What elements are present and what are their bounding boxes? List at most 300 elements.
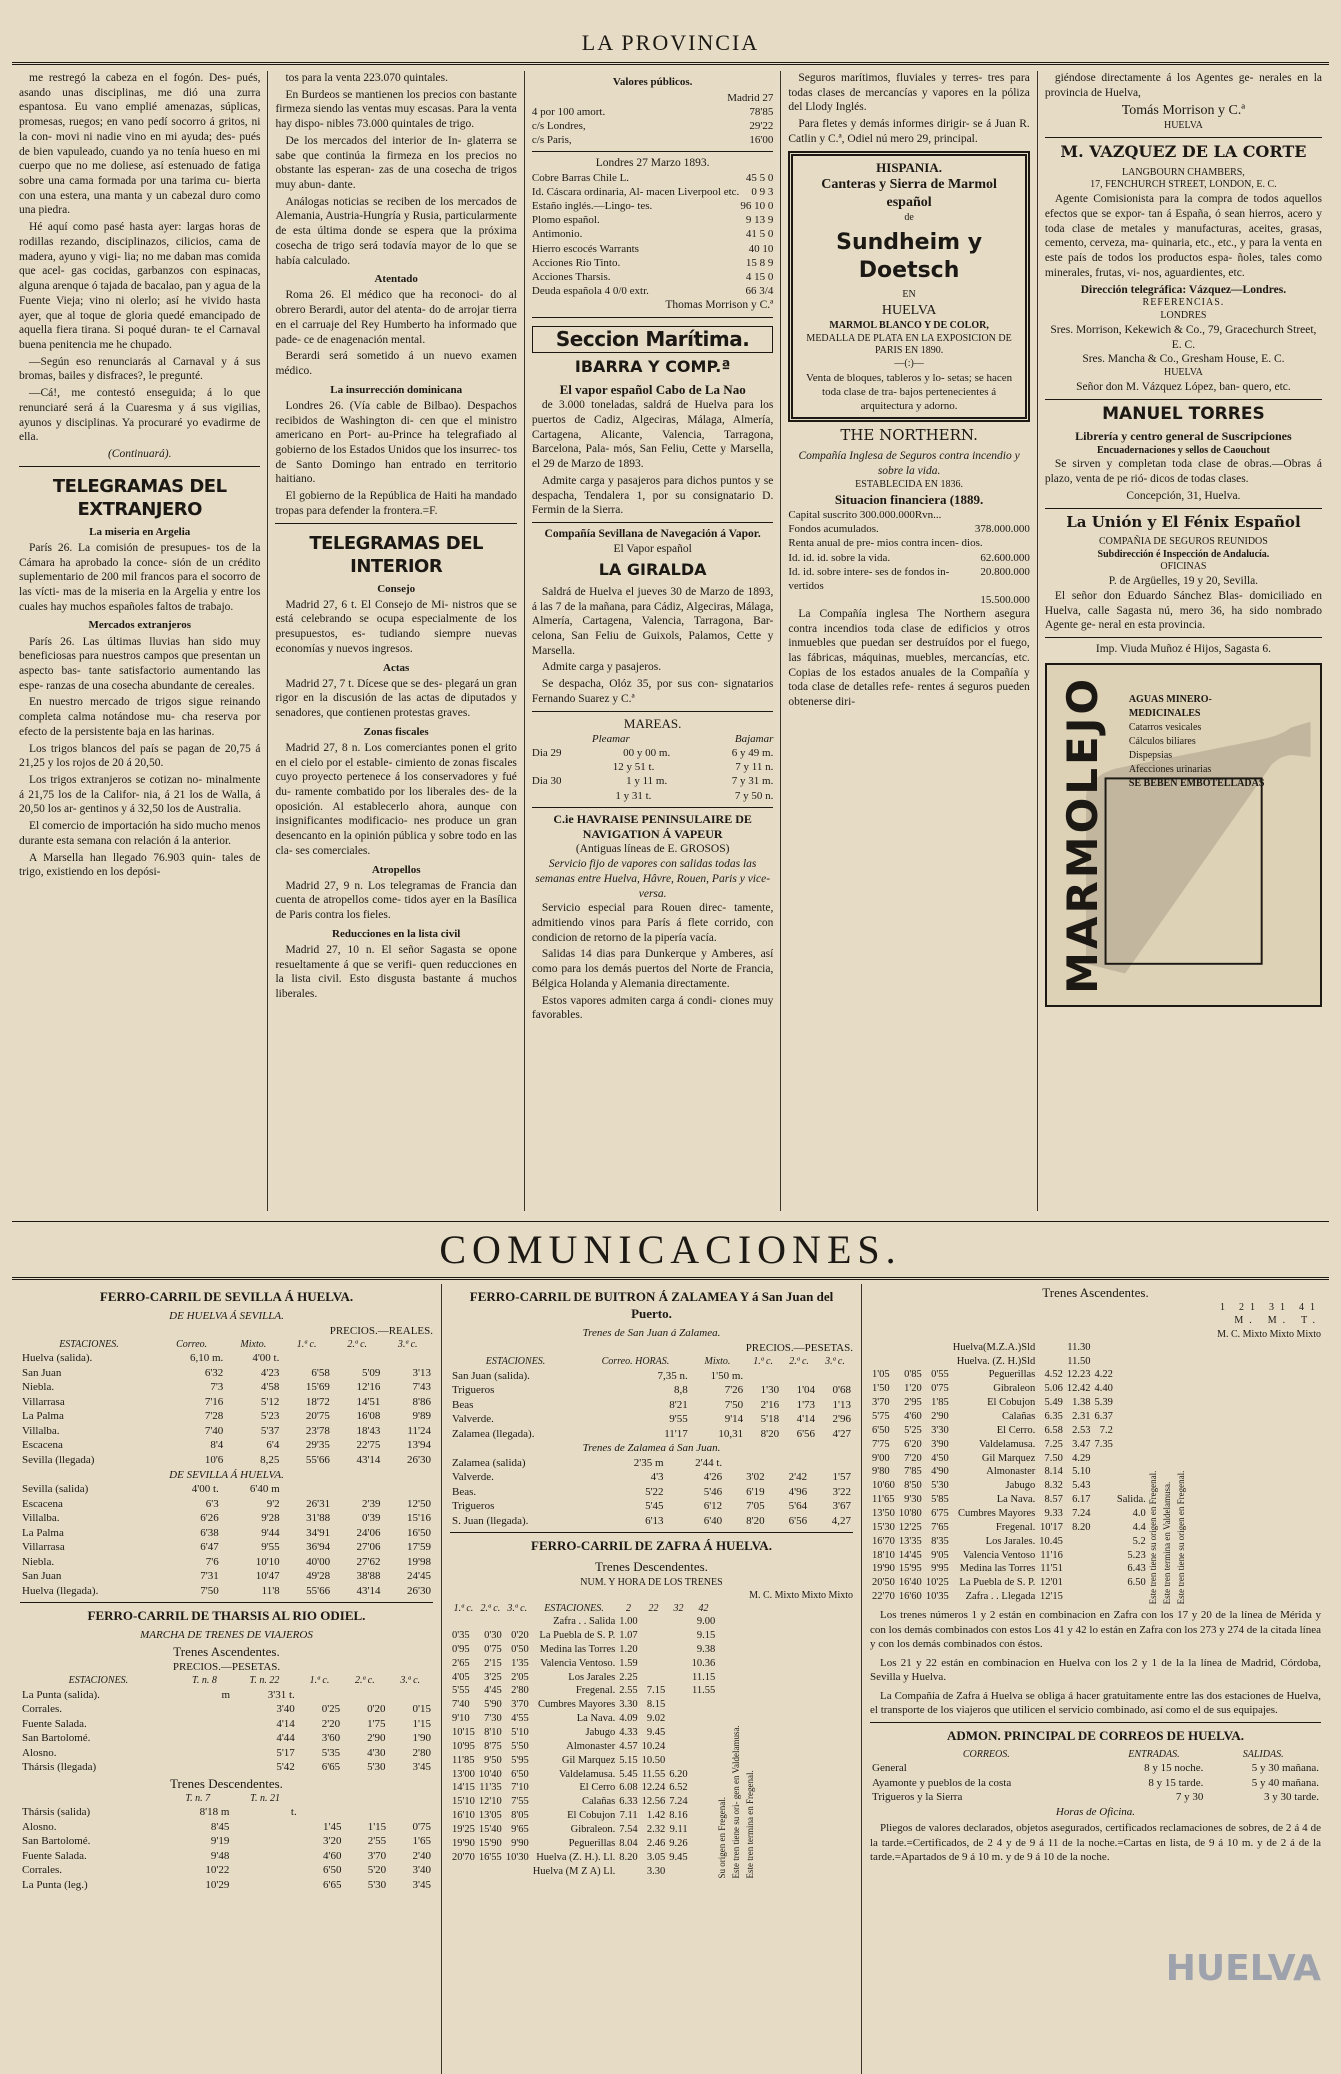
divider <box>532 151 773 152</box>
table-cell: 5'46 <box>703 1485 723 1498</box>
table-cell <box>1093 1590 1115 1604</box>
table-cell: 9.00 <box>696 1616 716 1628</box>
table-row <box>870 1521 1148 1535</box>
table-header-cell <box>388 1792 433 1805</box>
table-cell: 9.26 <box>669 1837 688 1849</box>
table-row <box>532 760 773 774</box>
table-cell <box>690 1712 718 1726</box>
table-cell: 1 y 11 m. <box>626 775 668 788</box>
table-cell: 9'89 <box>412 1410 431 1423</box>
table-cell: 8'35 <box>931 1535 949 1547</box>
table-cell: 8'45 <box>210 1820 230 1833</box>
table-cell: 6'19 <box>746 1485 765 1498</box>
table-cell: 6'47 <box>200 1541 219 1554</box>
table-cell: 4.0 <box>1132 1508 1146 1520</box>
table-cell: Villalba. <box>22 1424 60 1437</box>
table-row <box>870 1576 1148 1590</box>
fc-asc-kinds: M. C. Mixto Mixto Mixto <box>1217 1328 1321 1340</box>
table-cell: 4.40 <box>1094 1383 1113 1395</box>
table-cell: 10'95 <box>452 1740 475 1752</box>
table-cell: 11'24 <box>407 1424 431 1437</box>
fc-sevilla-table-2 <box>20 1482 433 1598</box>
marmolejo-sub: AGUAS MINERO-MEDICINALES <box>1128 693 1212 719</box>
table-cell: 9'30 <box>904 1494 922 1506</box>
table-cell: 20.800.000 <box>980 565 1030 578</box>
union-text: El señor don Eduardo Sánchez Blas- domiciliado en Huelva, calle Sagasta nú, mero 36, ha sido nombrado Agente ge- neral en esta provincia. <box>1044 589 1323 632</box>
table-cell <box>177 1731 232 1746</box>
table-cell: 15'90 <box>478 1837 502 1849</box>
northern-sit: Situacion financiera (1889. <box>834 491 984 507</box>
table-cell: 10'29 <box>205 1878 230 1891</box>
table-cell: 6'26 <box>200 1512 219 1525</box>
table-cell: 9'48 <box>210 1849 230 1862</box>
table-cell: 0'30 <box>484 1629 502 1641</box>
table-cell: 1.00 <box>619 1616 638 1628</box>
table-cell: 16'00 <box>749 134 774 147</box>
table-row <box>870 1341 1148 1355</box>
fc-buitron-precios: PRECIOS.—PESETAS. <box>745 1341 853 1354</box>
table-cell: 5.49 <box>1044 1397 1063 1409</box>
table-cell: 27'06 <box>356 1541 381 1554</box>
table-cell <box>1115 1479 1148 1493</box>
table-cell <box>1093 1535 1115 1549</box>
table-row <box>870 1452 1148 1466</box>
table-row <box>788 508 1029 522</box>
table-cell: 1'50 <box>872 1383 890 1395</box>
table-cell: 7.24 <box>1072 1508 1091 1520</box>
table-cell: 5'23 <box>260 1410 280 1423</box>
divider <box>870 1722 1321 1723</box>
table-cell: 12'50 <box>407 1497 431 1510</box>
table-cell: Medina las Torres <box>959 1563 1036 1575</box>
table-cell: 5.23 <box>1127 1549 1146 1561</box>
fc-sevilla-title: FERRO-CARRIL DE SEVILLA Á HUELVA. <box>99 1289 354 1304</box>
vazquez-text: Agente Comisionista para la compra de todos aquellos efectos que se expor- tan á España, ó sean hierros, acero y toda clase de metales y manufacturas, aceites, grasas, cemento, cerveza, ma- quinaria, etc., etc., y para la venta en este país de todos los productos espa- ñoles, tales como minerales, frutas, vi- nos, aguardientes, etc. <box>1044 193 1323 279</box>
table-cell: Jabugo <box>1005 1480 1036 1492</box>
side-note: Este tren tiene su ori- gen en Valdelamusa. <box>731 1725 742 1879</box>
side-note: Este tren termina en Valdelamusa. <box>1161 1481 1172 1605</box>
giralda-text: Saldrá de Huelva el jueves 30 de Marzo de 1893, á las 7 de la mañana, para Cádiz, Algeciras, Málaga, Almería, Cartagena, Valencia, Tarragona, Bar- celona, San Feliu de Guixols, Palamos, Cette y Marsella. <box>531 585 774 657</box>
table-header-cell <box>299 1792 344 1805</box>
table-cell: Madrid 27 <box>727 92 774 105</box>
table-cell: 9.38 <box>696 1643 716 1655</box>
ref-item: Sres. Morrison, Kekewich & Co., 79, Gracechurch Street, E. C. <box>1050 323 1317 351</box>
table-cell <box>690 1740 718 1754</box>
table-cell <box>667 1671 689 1685</box>
table-cell: 7 y 30 <box>1175 1791 1204 1804</box>
table-cell <box>231 1834 298 1849</box>
table-row <box>870 1493 1148 1507</box>
table-cell: Huelva (M Z A) Ll. <box>532 1865 616 1877</box>
table-row <box>450 1470 853 1485</box>
table-row <box>532 105 773 119</box>
table-cell: 7'40 <box>452 1699 470 1711</box>
table-cell: 8 y 15 tarde. <box>1148 1776 1204 1789</box>
table-header-cell: 2 <box>625 1602 631 1614</box>
table-cell: 1'50 m. <box>710 1369 744 1382</box>
havraise-text: Salidas 14 dias para Dunkerque y Amberes, así como para los demás puertos del Norte de Francia, Bélgica Holanda y Alemania directamente. <box>531 948 774 990</box>
table-cell: Huelva (Z. H.). Ll. <box>536 1851 616 1863</box>
table-cell <box>667 1726 689 1740</box>
news-heading: Atropellos <box>371 863 421 876</box>
table-cell: 7'55 <box>511 1796 529 1808</box>
table-cell: 10'17 <box>1039 1521 1063 1533</box>
marmolejo-line: Catarros vesicales <box>1128 721 1202 733</box>
table-row <box>450 1698 717 1712</box>
table-cell: 6'32 <box>204 1366 224 1379</box>
table-cell: Zafra . . Llegada <box>965 1591 1036 1603</box>
table-cell <box>332 1351 383 1366</box>
table-cell: 1'35 <box>511 1657 529 1669</box>
table-row <box>20 1702 433 1717</box>
table-cell: 4'14 <box>276 1717 295 1730</box>
table-header-cell: ESTACIONES. <box>485 1356 546 1368</box>
fc-zafra-desc: Trenes Descendentes. <box>595 1559 708 1575</box>
table-cell: 12.56 <box>641 1796 666 1808</box>
table-cell <box>690 1781 718 1795</box>
table-cell: 6'50 <box>322 1864 342 1877</box>
table-row <box>870 1396 1148 1410</box>
news-paragraph: Madrid 27, 10 n. El señor Sagasta se opone resueltamente á que se verifi- quen reducciones en la lista civil. Esto disgusta bastante á muchos liberales. <box>275 943 517 1001</box>
table-row <box>532 119 773 133</box>
table-cell: 1'75 <box>367 1717 386 1730</box>
table-cell: Antimonio. <box>531 228 583 241</box>
table-cell: 40'00 <box>306 1555 331 1568</box>
news-paragraph: De los mercados del interior de In- glaterra se sabe que continúa la firmeza en los precios no obstante las esperan- zas de una cosecha de trigos muy abun- dante. <box>275 134 517 192</box>
table-cell: 6,10 m. <box>190 1352 224 1365</box>
table-cell: 0'20 <box>511 1629 529 1641</box>
table-cell: 7.54 <box>619 1823 638 1835</box>
table-row <box>20 1717 433 1732</box>
table-cell <box>640 1629 668 1643</box>
table-cell <box>690 1795 718 1809</box>
northern-title: THE NORTHERN. <box>840 426 978 445</box>
table-cell: 0'35 <box>452 1629 470 1641</box>
library-stamp: HUELVA <box>1165 1948 1321 1989</box>
table-cell <box>1093 1507 1115 1521</box>
table-cell: 2'35 m <box>633 1456 664 1469</box>
fc-note: Los trenes números 1 y 2 están en combinacion en Zafra con los 17 y 20 de la línea de Mérida y con los demás combinados con estos Los 41 y 42 lo están en Zafra con los 273 y 274 de la citada línea y con los demás combinados con éstos. <box>870 1609 1321 1651</box>
table-cell <box>640 1615 668 1629</box>
ref-item: Señor don M. Vázquez López, ban- quero, etc. <box>1076 380 1291 393</box>
table-cell: 1'45 <box>322 1820 342 1833</box>
fc-tharsis-table-2 <box>20 1792 433 1892</box>
table-cell: 15'10 <box>452 1796 475 1808</box>
table-cell: La Palma <box>22 1526 64 1539</box>
table-cell: 1'85 <box>931 1397 949 1409</box>
table-cell: 1.38 <box>1072 1397 1091 1409</box>
table-cell: 15'40 <box>478 1823 502 1835</box>
story-paragraph: Hé aquí como pasé hasta ayer: largas horas de rodillas rezando, disciplinazos, cilicios, cama de madera, ayuno y vigi- lia; no me daban mas comida que acel- gas cocidas, garbanzos con espinacas, alguna arenque ó tajada de bacalao, pan y agua de la Fuente Vieja; vino ni olerlo; así he vivido hasta ayer, que al toque de gloria quedé emancipado de aquella fiera tirana. Si poqué duran- te el Carnaval buena penitencia me he chupado. <box>19 221 261 351</box>
table-cell: Escacena <box>22 1439 63 1452</box>
table-row <box>450 1499 853 1514</box>
table-cell: 6'3 <box>205 1497 219 1510</box>
table-cell: 31'88 <box>306 1512 331 1525</box>
table-row <box>20 1688 433 1703</box>
table-cell: Zalamea (salida) <box>452 1456 526 1469</box>
table-cell: 14'45 <box>898 1549 922 1561</box>
table-cell: 5'85 <box>931 1494 949 1506</box>
havraise-italic: Servicio fijo de vapores con salidas todas las semanas entre Huelva, Hâvre, Rouen, Paris y vice-versa. <box>535 858 771 900</box>
table-cell <box>477 1615 504 1629</box>
table-cell: 7'85 <box>904 1466 922 1478</box>
table-cell: 8'50 <box>904 1480 922 1492</box>
table-cell: Deuda española 4 0/0 extr. <box>531 284 649 297</box>
table-row <box>450 1740 717 1754</box>
huelva-label: HUELVA <box>1163 120 1203 132</box>
table-cell: Villalba. <box>22 1512 60 1525</box>
table-cell: 10'47 <box>255 1570 280 1583</box>
fc-sevilla-dir: DE HUELVA Á SEVILLA. <box>169 1310 284 1323</box>
table-cell: 1 y 31 t. <box>615 789 652 802</box>
table-header-cell: T. n. 21 <box>250 1792 280 1804</box>
fc-zafra-subhead: NUM. Y HORA DE LOS TRENES <box>580 1576 723 1588</box>
news-heading: Actas <box>383 661 410 674</box>
table-row <box>20 1569 433 1584</box>
table-cell <box>299 1805 344 1820</box>
fc-note: Los 21 y 22 están en combinacion en Huelva con los 2 y 1 de la la línea de Madrid, Córdoba, Sevilla y Huelva. <box>870 1656 1321 1684</box>
mareas-table <box>532 746 773 802</box>
table-header-cell: 2.ª c. <box>480 1602 501 1614</box>
divider <box>1045 137 1322 138</box>
table-cell: 5'30 <box>931 1480 949 1492</box>
table-cell: 5'45 <box>645 1500 664 1513</box>
column-4 <box>781 71 1037 1211</box>
comunicaciones-title: COMUNICACIONES. <box>12 1221 1329 1280</box>
table-row <box>450 1684 717 1698</box>
table-cell: 5'10 <box>511 1726 529 1738</box>
table-cell: 6'40 <box>703 1514 723 1527</box>
table-cell: 9'2 <box>266 1497 280 1510</box>
table-cell: Valdelamusa. <box>978 1438 1036 1450</box>
table-cell: Fregenal. <box>995 1521 1036 1533</box>
table-cell: 7'20 <box>904 1452 922 1464</box>
table-cell: 5 y 40 mañana. <box>1251 1776 1319 1789</box>
story-paragraph: —Cá!, me contestó enseguida; á lo que renunciaré será á la Cuaresma y á sus vigilias, ayunos y disciplinas. Ya procuraré yo evadirme de ella. <box>19 387 261 444</box>
story-signature: (Continuará). <box>107 447 172 460</box>
table-header-cell: 42 <box>698 1602 709 1614</box>
brand-wrap <box>1053 675 1113 995</box>
table-row <box>450 1629 717 1643</box>
table-cell: 7,35 n. <box>657 1369 688 1382</box>
table-header-cell: 2.ª c. <box>355 1675 375 1687</box>
table-cell: 00 y 00 m. <box>623 747 671 760</box>
table-row <box>450 1383 853 1398</box>
table-cell: 1'65 <box>412 1835 431 1848</box>
table-cell: Valdelamusa. <box>558 1768 616 1780</box>
table-cell: 55'66 <box>305 1453 330 1466</box>
table-row <box>532 199 773 213</box>
correos-title: ADMON. PRINCIPAL DE CORREOS DE HUELVA. <box>947 1727 1244 1743</box>
table-cell: 7'75 <box>872 1438 890 1450</box>
table-cell <box>343 1805 388 1820</box>
divider <box>532 711 773 712</box>
table-row <box>450 1865 717 1879</box>
torres-sub2: Encuadernaciones y sellos de Caouchout <box>1097 444 1270 456</box>
table-cell: Almonaster <box>986 1466 1036 1478</box>
table-cell: 2'16 <box>760 1398 780 1411</box>
table-cell: 6.43 <box>1127 1563 1146 1575</box>
table-cell: 7'28 <box>204 1410 224 1423</box>
table-cell: Valencia Ventoso <box>962 1549 1036 1561</box>
table-cell <box>1115 1452 1148 1466</box>
table-header-cell: 3.ª c. <box>397 1339 418 1351</box>
table-cell: 10'60 <box>872 1480 895 1492</box>
table-cell <box>1115 1465 1148 1479</box>
table-cell: 8.57 <box>1044 1494 1063 1506</box>
table-cell: 6.33 <box>619 1796 638 1808</box>
table-cell: 16'70 <box>872 1535 895 1547</box>
table-cell: 9'05 <box>931 1549 949 1561</box>
table-cell: 3'45 <box>412 1761 431 1774</box>
table-row <box>532 91 773 105</box>
marmolejo-brand: MARMOLEJO <box>1057 675 1107 994</box>
table-header-cell: 32 <box>673 1602 684 1614</box>
table-cell <box>231 1849 298 1864</box>
table-cell: 3'13 <box>412 1366 431 1379</box>
table-row <box>450 1837 717 1851</box>
table-cell: 20'70 <box>452 1851 475 1863</box>
table-row <box>870 1562 1148 1576</box>
table-cell: Cumbres Mayores <box>537 1699 616 1711</box>
table-cell: 11'51 <box>1040 1563 1063 1575</box>
table-cell: 29'22 <box>749 120 774 133</box>
table-cell: 6'56 <box>796 1427 816 1440</box>
table-cell: 6'56 <box>788 1514 808 1527</box>
table-cell: 15'69 <box>305 1381 330 1394</box>
table-row <box>20 1482 433 1497</box>
table-row <box>450 1795 717 1809</box>
table-row <box>870 1590 1148 1604</box>
fc-asc-table <box>870 1341 1148 1604</box>
table-row <box>450 1712 717 1726</box>
table-cell <box>1037 1341 1065 1355</box>
table-cell: 5'95 <box>511 1754 529 1766</box>
table-cell: 9.33 <box>1044 1508 1063 1520</box>
table-row <box>450 1427 853 1442</box>
table-cell: 8.32 <box>1044 1480 1063 1492</box>
news-paragraph: Madrid 27, 9 n. Los telegramas de Francia dan cuenta de atropellos come- tidos ayer en la Basílica de Paris contra los fieles. <box>275 879 517 922</box>
table-cell <box>667 1643 689 1657</box>
table-cell: 3'67 <box>832 1500 851 1513</box>
divider <box>1045 399 1322 400</box>
table-cell: 0'75 <box>931 1383 949 1395</box>
news-paragraph: El comercio de importación ha sido mucho menos durante esta semana con relación á la anterior. <box>19 820 261 847</box>
hispania-text: Venta de bloques, tableros y lo- setas; se hacen toda clase de tra- bajos pertenecientes á arquitectura y adorno. <box>805 372 1013 413</box>
table-cell <box>690 1851 718 1865</box>
table-cell: 18'72 <box>305 1395 330 1408</box>
table-row <box>450 1456 853 1471</box>
news-paragraph: En Burdeos se mantienen los precios con bastante firmeza siendo las ventas muy escasas. Para la venta hay dispo- nibles 73.000 quintales de trigo. <box>275 88 517 131</box>
table-cell: 2'65 <box>452 1657 470 1669</box>
table-cell: Los Jarales. <box>985 1535 1036 1547</box>
divider <box>1045 637 1322 638</box>
fc-tharsis-asc: Trenes Ascendentes. <box>173 1643 280 1659</box>
table-cell: 11'8 <box>261 1584 280 1597</box>
table-cell: 5'55 <box>452 1685 470 1697</box>
table-cell: 14'51 <box>356 1395 381 1408</box>
table-cell: 26'30 <box>407 1584 431 1597</box>
table-cell <box>690 1823 718 1837</box>
table-cell: 12.23 <box>1066 1369 1091 1381</box>
table-cell: 0'85 <box>904 1369 922 1381</box>
table-cell: La Nava. <box>996 1494 1036 1506</box>
ibarra-text: Admite carga y pasajeros para dichos puntos y se despacha, Tendalera 1, por su consignatario D. Fermin de la Sierra. <box>531 474 774 517</box>
table-cell: 9'19 <box>210 1835 230 1848</box>
table-header-cell: T. n. 8 <box>192 1675 217 1687</box>
table-cell: Trigueros <box>452 1500 495 1513</box>
hispania-line: HUELVA <box>881 302 937 318</box>
table-row <box>532 185 773 199</box>
table-cell: 0'55 <box>931 1369 949 1381</box>
table-cell: 5'30 <box>367 1761 386 1774</box>
table-cell: 40 10 <box>748 242 774 255</box>
table-cell: 5.2 <box>1132 1535 1146 1547</box>
table-cell: 5'37 <box>260 1424 280 1437</box>
table-cell: 9'28 <box>261 1512 280 1525</box>
table-cell: 8.14 <box>1044 1466 1063 1478</box>
table-cell: San Juan <box>22 1570 62 1583</box>
table-cell: 24'45 <box>407 1570 431 1583</box>
table-cell: 6'38 <box>200 1526 219 1539</box>
table-row <box>450 1643 717 1657</box>
table-header-cell: T. n. 22 <box>249 1675 280 1687</box>
table-cell: 6'12 <box>703 1500 723 1513</box>
table-cell: 6.08 <box>619 1782 638 1794</box>
time-unit: T. <box>1301 1315 1321 1327</box>
londres-title: Londres 27 Marzo 1893. <box>595 157 710 170</box>
divider <box>532 522 773 523</box>
table-cell: 6.17 <box>1072 1494 1091 1506</box>
news-paragraph: Los trigos blancos del país se pagan de 20,75 á 21,25 y los rojos de 20 á 20,50. <box>19 742 261 770</box>
fc-sevilla-precios: PRECIOS.—REALES. <box>329 1324 433 1337</box>
table-cell: 3.30 <box>646 1865 666 1877</box>
table-row <box>870 1507 1148 1521</box>
table-cell: Escacena <box>22 1497 63 1510</box>
side-note: Este tren termina en Fregenal. <box>745 1770 755 1879</box>
table-header-cell: ESTACIONES. <box>544 1602 604 1614</box>
table-cell: 6.20 <box>669 1768 688 1780</box>
table-cell: 8.15 <box>646 1699 666 1711</box>
table-cell: 7'50 <box>200 1584 219 1597</box>
table-cell: 4'27 <box>832 1427 851 1440</box>
refs-city: LONDRES <box>1160 310 1207 322</box>
table-row <box>450 1485 853 1500</box>
table-cell: 11'85 <box>452 1754 475 1766</box>
news-paragraph: A Marsella han llegado 76.903 quin- tales de trigo, existiendo en los depósi- <box>19 851 261 879</box>
table-cell <box>897 1355 924 1369</box>
table-cell: Ayamonte y pueblos de la costa <box>872 1776 1012 1789</box>
havraise-text: Estos vapores admiten carga á condi- ciones muy favorables. <box>531 994 774 1022</box>
table-cell: 3'02 <box>746 1471 765 1484</box>
table-cell: 7.35 <box>1094 1438 1113 1450</box>
hispania-line: Canteras y Sierra de Marmol español <box>821 177 997 211</box>
hispania-ad <box>788 151 1029 423</box>
table-cell: San Juan (salida). <box>452 1369 530 1382</box>
table-cell: 5.45 <box>619 1768 638 1780</box>
table-cell <box>281 1351 332 1366</box>
table-cell <box>870 1355 897 1369</box>
table-cell <box>1065 1576 1093 1590</box>
table-cell: Cumbres Mayores <box>957 1508 1036 1520</box>
table-cell: 4'58 <box>260 1381 280 1394</box>
table-cell <box>809 1456 853 1471</box>
table-cell: La Palma <box>22 1410 64 1423</box>
table-row <box>532 284 773 298</box>
table-cell <box>1065 1590 1093 1604</box>
union-oficinas: OFICINAS <box>1160 561 1207 573</box>
table-cell: El Cobujon <box>567 1810 616 1822</box>
